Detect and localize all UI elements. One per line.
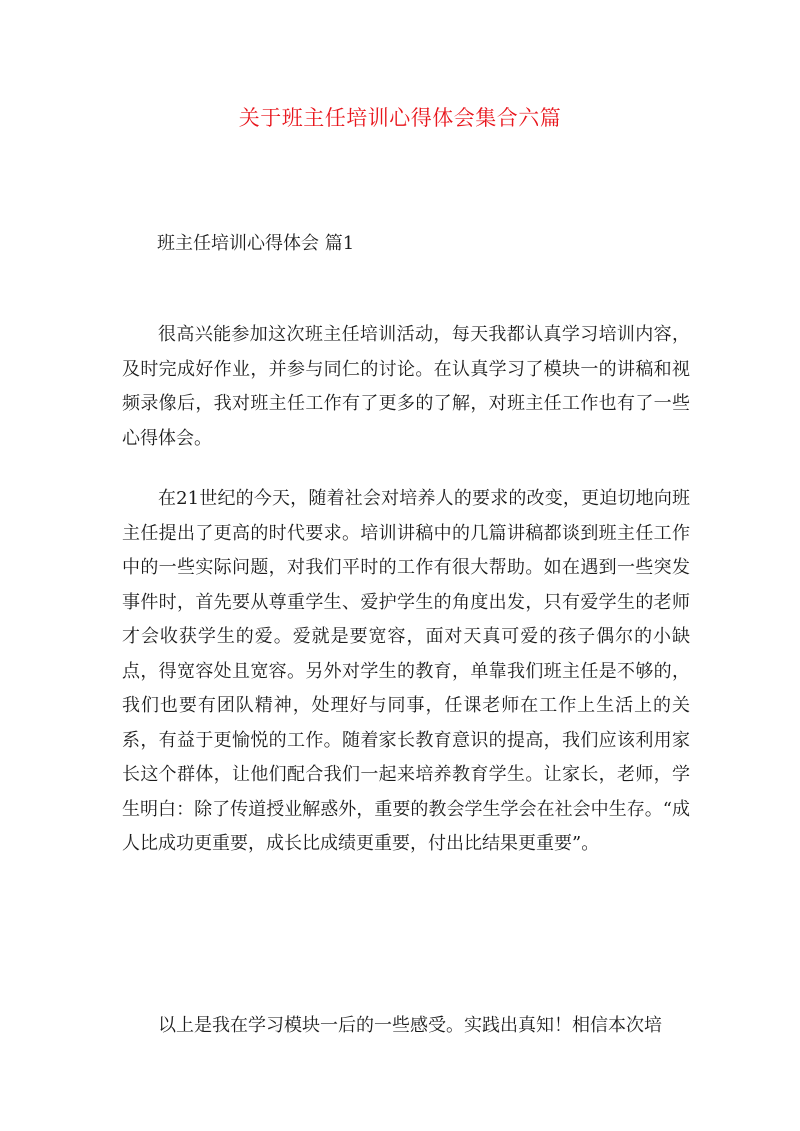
paragraph-2: 在21世纪的今天，随着社会对培养人的要求的改变，更迫切地向班主任提出了更高的时代要求。培训讲稿中的几篇讲稿都谈到班主任工作中的一些实际问题，对我们平时的工作有很大帮助。如在遇到一些突发事件时，首先要从尊重学生、爱护学生的角度出发，只有爱学生的老师才会收获学生的爱。爱就是要宽容，面对天真可爱的孩子偶尔的小缺点，得宽容处且宽容。另外对学生的教育，单靠我们班主任是不够的，我们也要有团队精神，处理好与同事，任课老师在工作上生活上的关系，有益于更愉悦的工作。随着家长教育意识的提高，我们应该利用家长这个群体，让他们配合我们一起来培养教育学生。让家长，老师，学生明白：除了传道授业解惑外，重要的教会学生学会在社会中生存。“成人比成功更重要，成长比成绩更重要，付出比结果更重要”。 [122,488,690,854]
paragraph-3: 以上是我在学习模块一后的一些感受。实践出真知！相信本次培 [158,1015,662,1036]
document-title: 关于班主任培训心得体会集合六篇 [238,106,562,130]
section-heading: 班主任培训心得体会 篇1 [157,233,355,254]
paragraph-1: 很高兴能参加这次班主任培训活动，每天我都认真学习培训内容，及时完成好作业，并参与同仁的讨论。在认真学习了模块一的讲稿和视频录像后，我对班主任工作有了更多的了解，对班主任工作也有了一些心得体会。 [122,324,690,449]
